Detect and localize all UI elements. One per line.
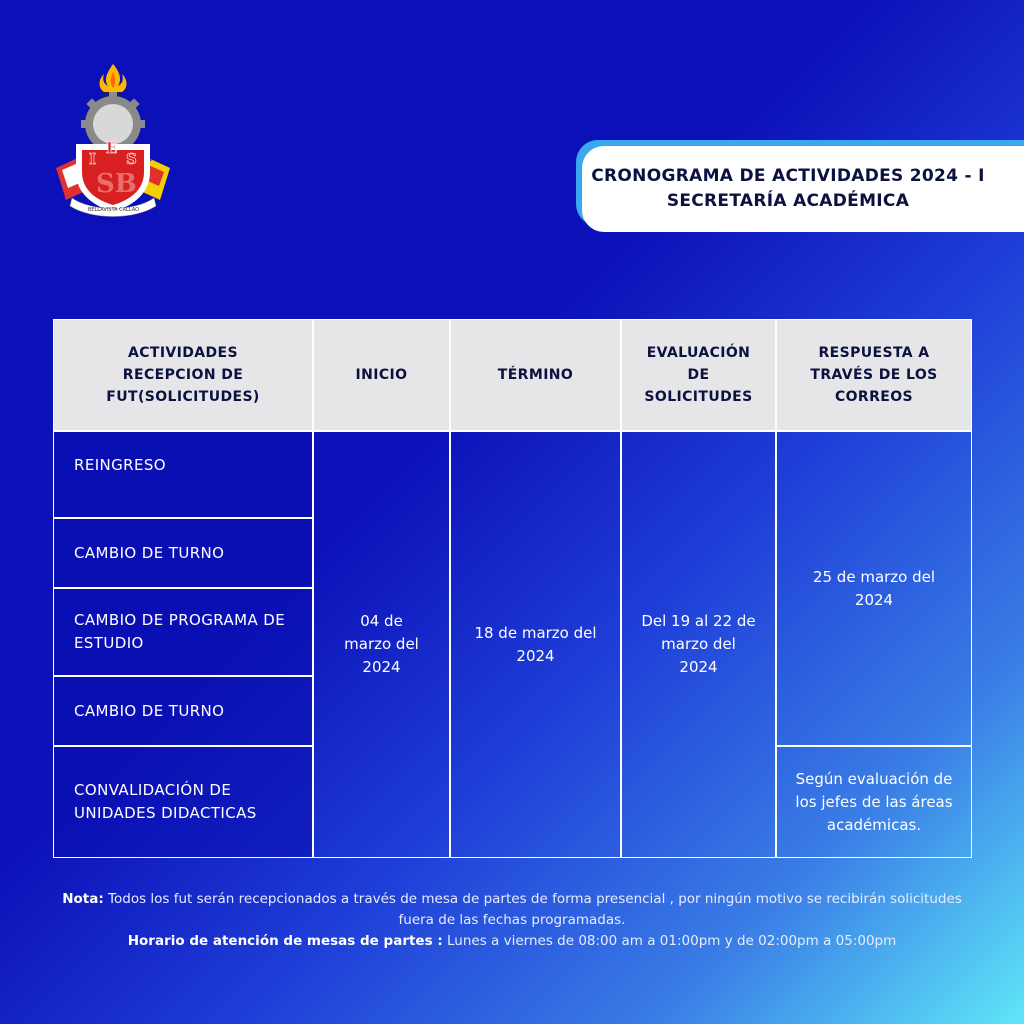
page-title: CRONOGRAMA DE ACTIVIDADES 2024 - I [591,166,985,186]
horario-paragraph [60,931,964,952]
svg-text:BELLAVISTA CALLAO: BELLAVISTA CALLAO [88,207,139,213]
horario-text: Lunes a viernes de 08:00 am a 01:00pm y de 02:00pm a 05:00pm [447,933,897,949]
svg-text:E: E [106,139,118,157]
header-inicio: INICIO [313,319,450,431]
header-activities: ACTIVIDADES RECEPCION DE FUT(SOLICITUDES) [53,319,313,431]
nota-text: Todos los fut serán recepcionados a través de mesa de partes de forma presencial , por ningún motivo se recibirán solicitudes fuera de las fechas programadas. [108,891,962,928]
svg-text:S: S [126,150,137,168]
activity-cambio-turno: CAMBIO DE TURNO [53,518,313,588]
evaluacion-date: Del 19 al 22 de marzo del 2024 [621,431,776,858]
inicio-date: 04 de marzo del 2024 [313,431,450,858]
svg-text:SB: SB [96,169,137,199]
header-evaluacion: EVALUACIÓN DE SOLICITUDES [621,319,776,431]
activity-cambio-turno-2: CAMBIO DE TURNO [53,676,313,746]
horario-label: Horario de atención de mesas de partes : [127,933,443,949]
nota-label: Nota: [62,891,104,907]
schedule-table [53,319,972,858]
header-termino: TÉRMINO [450,319,621,431]
page-subtitle: SECRETARÍA ACADÉMICA [666,191,910,211]
termino-date: 18 de marzo del 2024 [450,431,621,858]
footer-note [60,889,964,952]
title-banner [582,146,1024,232]
respuesta-note: Según evaluación de los jefes de las áreas académicas. [776,746,972,858]
institution-logo [52,60,174,220]
svg-text:I: I [89,150,97,168]
activity-reingreso: REINGRESO [53,431,313,518]
activity-convalidacion: CONVALIDACIÓN DE UNIDADES DIDACTICAS [53,746,313,858]
nota-paragraph [60,889,964,931]
respuesta-date: 25 de marzo del 2024 [776,431,972,746]
header-respuesta: RESPUESTA A TRAVÉS DE LOS CORREOS [776,319,972,431]
activity-cambio-programa: CAMBIO DE PROGRAMA DE ESTUDIO [53,588,313,676]
